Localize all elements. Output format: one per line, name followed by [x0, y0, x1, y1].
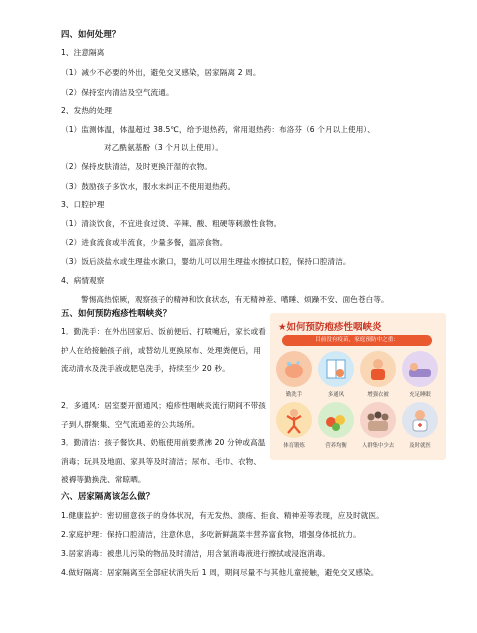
paragraph: 1.健康监护：密切留意孩子的身体状况，有无发热、溃疡、拒食、精神差等表现，应及时就医。	[61, 511, 384, 520]
paragraph: （3）鼓励孩子多饮水，服水未纠正不使用退热药。	[61, 182, 236, 191]
infographic-subtitle: 目前没有疫苗，家庭预防中之重：	[282, 335, 432, 346]
infographic-label: 多通风	[327, 392, 345, 398]
prevention-infographic	[270, 313, 446, 460]
paragraph: （2）保持室内清洁及空气流通。	[61, 88, 174, 97]
paragraph: （3）饭后淡盐水或生理盐水漱口，婴幼儿可以用生理盐水擦拭口腔，保持口腔清洁。	[61, 257, 351, 266]
paragraph-handwashing: 1．勤洗手：在外出回家后、饭前便后、打喷嚏后，家长或看护人在给接触孩子前，或替幼儿更换尿布、处理粪便后，用流动清水及洗手液或肥皂洗手，持续至少 20 秒。	[61, 327, 266, 373]
sleep-illustration	[402, 351, 438, 387]
subheading-oral-care: 3、口腔护理	[61, 200, 105, 209]
infographic-title: ★如何预防疱疹性咽峡炎	[278, 322, 382, 333]
infographic-label: 人群集中少去	[361, 443, 395, 449]
infographic-label: 体育锻炼	[283, 443, 305, 449]
section-5-heading: 五、如何预防疱疹性咽峡炎？	[61, 308, 172, 318]
section-4-heading: 四、如何处理？	[61, 29, 121, 39]
infographic-label: 充足睡眠	[409, 392, 431, 398]
paragraph: （1）监测体温，体温超过 38.5℃，给予退热药，常用退热药：布洛芬（6 个月以上使用）、	[61, 125, 375, 134]
crowd-illustration	[360, 402, 396, 438]
paragraph: （1）清淡饮食，不宜进食过烫、辛辣、酸、粗硬等刺激性食物。	[61, 219, 282, 228]
infographic-label: 勤洗手	[285, 392, 303, 398]
subheading-fever: 2、发热的处理	[61, 106, 113, 115]
paragraph: （2）进食流食或半流食，少量多餐，温凉食物。	[61, 238, 228, 247]
infographic-label: 增强衣被	[367, 392, 389, 398]
subheading-observation: 4、病情观察	[61, 276, 105, 285]
clothing-illustration	[360, 351, 396, 387]
paragraph-ventilation: 2．多通风：居室要开窗通风；疱疹性咽峡炎流行期间不带孩子到人群聚集、空气流通差的公共场所。	[61, 401, 266, 429]
paragraph-cleaning: 3．勤清洁：孩子餐饮具、奶瓶使用前要煮沸 20 分钟或高温消毒；玩具及地面、家具等及时清洁；尿布、毛巾、衣物、被褥等勤换洗、常晾晒。	[61, 438, 266, 484]
paragraph: 3.居家消毒：被患儿污染的物品及时清洁，用含氯消毒液进行擦拭或浸泡消毒。	[61, 549, 331, 558]
subheading-isolation: 1、注意隔离	[61, 48, 105, 57]
infographic-label: 及时就医	[409, 443, 431, 449]
paragraph-continued: 对乙酰氨基酚（3 个月以上使用）。	[104, 143, 224, 152]
section-6-heading: 六、居家隔离该怎么做？	[61, 491, 155, 501]
infographic-label: 营养均衡	[325, 443, 347, 449]
paragraph: 警惕高热惊厥，观察孩子的精神和饮食状态，有无精神差、嗜睡、烦躁不安、面色苍白等。	[81, 295, 389, 304]
paragraph: （1）减少不必要的外出，避免交叉感染，居家隔离 2 周。	[61, 68, 261, 77]
ventilation-illustration	[318, 351, 354, 387]
nutrition-illustration	[318, 402, 354, 438]
handwashing-illustration	[276, 351, 312, 387]
paragraph: 2.家庭护理：保持口腔清洁，注意休息，多吃新鲜蔬菜丰营养富食物，增强身体抵抗力。	[61, 530, 361, 539]
paragraph: （2）保持皮肤清洁，及时更换汗湿的衣物。	[61, 162, 213, 171]
doctor-illustration	[402, 402, 438, 438]
exercise-illustration	[276, 402, 312, 438]
paragraph: 4.做好隔离：居家隔离至全部症状消失后 1 周，期间尽量不与其他儿童接触，避免交叉感染。	[61, 568, 379, 577]
